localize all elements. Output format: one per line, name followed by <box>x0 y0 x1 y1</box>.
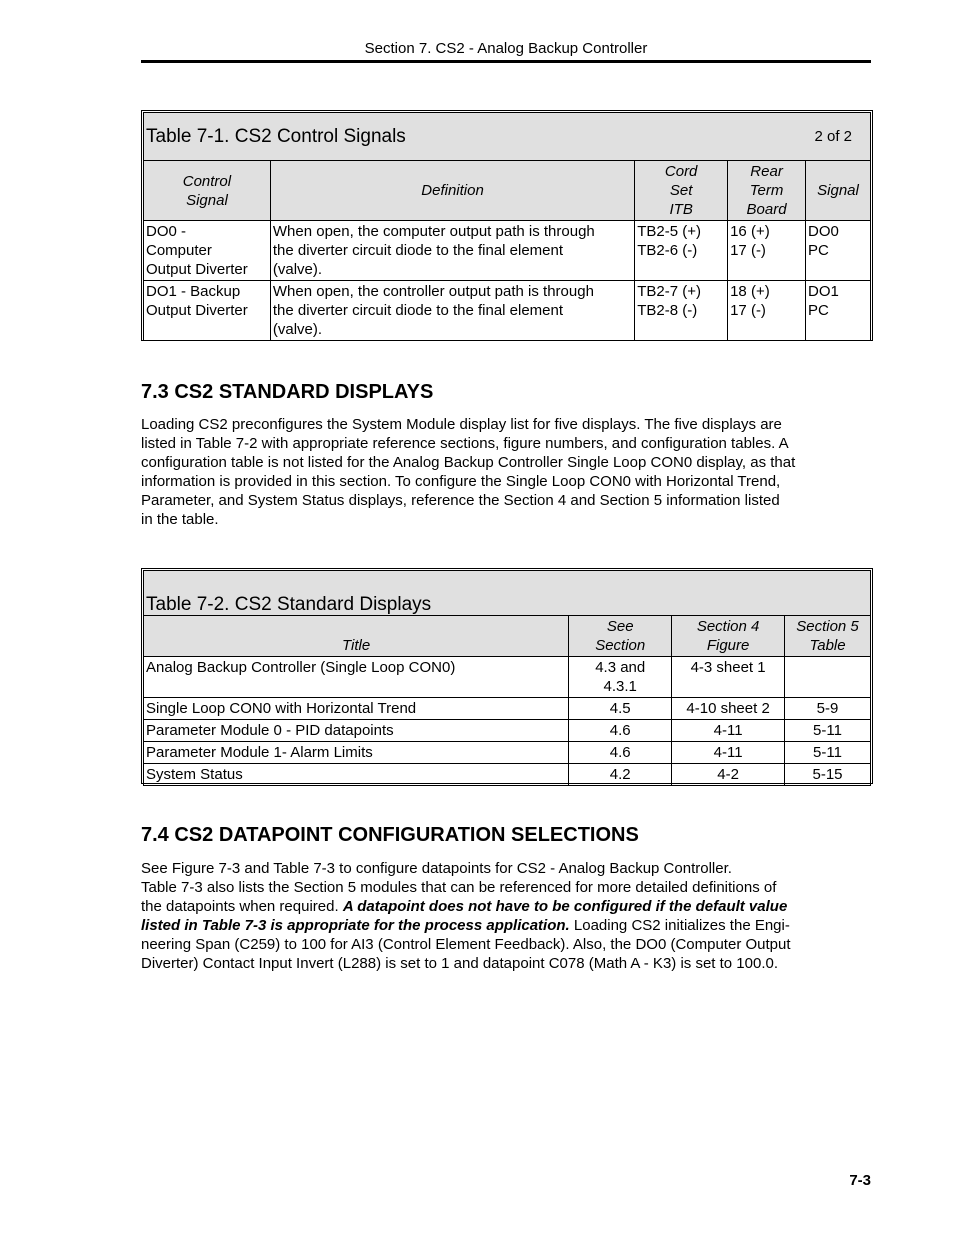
cell-signal: DO1 PC <box>806 281 871 341</box>
cell-title: Analog Backup Controller (Single Loop CON0) <box>144 657 569 698</box>
cell-control-signal: DO0 - Computer Output Diverter <box>144 221 271 281</box>
cell-title: Parameter Module 1- Alarm Limits <box>144 742 569 764</box>
table-7-2 <box>143 570 871 786</box>
cell-cord-set-itb: TB2-5 (+) TB2-6 (-) <box>635 221 728 281</box>
cell-rear-term-board: 18 (+) 17 (-) <box>728 281 806 341</box>
emphasis-text: listed in Table 7-3 is appropriate for the process application. <box>141 917 570 934</box>
cell-section5-table: 5-11 <box>785 720 871 742</box>
table-caption <box>144 113 871 161</box>
table-row <box>144 698 871 720</box>
section-heading-7-3: 7.3 CS2 STANDARD DISPLAYS <box>141 381 434 403</box>
cell-see-section: 4.3 and 4.3.1 <box>569 657 672 698</box>
cell-title: System Status <box>144 764 569 786</box>
cell-section5-table: 5-11 <box>785 742 871 764</box>
cell-title: Parameter Module 0 - PID datapoints <box>144 720 569 742</box>
emphasis-text: A datapoint does not have to be configured if the default value <box>342 898 788 915</box>
cell-section5-table: 5-15 <box>785 764 871 786</box>
table-title: Table 7-1. CS2 Control Signals <box>146 126 406 147</box>
cell-section4-figure: 4-2 <box>672 764 785 786</box>
cell-section4-figure: 4-11 <box>672 742 785 764</box>
cell-see-section: 4.5 <box>569 698 672 720</box>
page-note: 2 of 2 <box>814 128 852 145</box>
col-header-section5-table: Section 5 Table <box>785 616 871 657</box>
cell-signal: DO0 PC <box>806 221 871 281</box>
col-header-control-signal: Control Signal <box>144 161 271 221</box>
cell-see-section: 4.6 <box>569 742 672 764</box>
table-row <box>144 720 871 742</box>
cell-section5-table: 5-9 <box>785 698 871 720</box>
col-header-rear-term-board: Rear Term Board <box>728 161 806 221</box>
cell-title: Single Loop CON0 with Horizontal Trend <box>144 698 569 720</box>
table-row <box>144 764 871 786</box>
table-row <box>144 281 871 341</box>
cell-see-section: 4.6 <box>569 720 672 742</box>
cell-definition: When open, the controller output path is through the diverter circuit diode to the final element (valve). <box>270 281 634 341</box>
col-header-title: Title <box>144 616 569 657</box>
section-7-3-paragraph: Loading CS2 preconfigures the System Module display list for five displays. The five displays are listed in Table 7-2 with appropriate reference sections, figure numbers, and configuration tables. A configuration table is not listed for the Analog Backup Controller Single Loop CON0 display, as that information is provided in this section. To configure the Single Loop CON0 with Horizontal Trend, Parameter, and System Status displays, reference the Section 4 and Section 5 information listed in the table. <box>141 416 796 528</box>
cell-rear-term-board: 16 (+) 17 (-) <box>728 221 806 281</box>
cell-see-section: 4.2 <box>569 764 672 786</box>
cell-section4-figure: 4-11 <box>672 720 785 742</box>
table-caption <box>144 571 871 616</box>
cell-section4-figure: 4-3 sheet 1 <box>672 657 785 698</box>
table-title: Table 7-2. CS2 Standard Displays <box>146 594 432 615</box>
page-header: Section 7. CS2 - Analog Backup Controller <box>364 40 648 57</box>
section-heading-7-4: 7.4 CS2 DATAPOINT CONFIGURATION SELECTIONS <box>141 824 639 846</box>
table-row <box>144 221 871 281</box>
header-rule <box>141 60 871 63</box>
col-header-signal: Signal <box>806 161 871 221</box>
table-row <box>144 657 871 698</box>
page-number: 7-3 <box>849 1172 871 1189</box>
cell-section5-table <box>785 657 871 698</box>
col-header-see-section: See Section <box>569 616 672 657</box>
cell-cord-set-itb: TB2-7 (+) TB2-8 (-) <box>635 281 728 341</box>
cell-definition: When open, the computer output path is through the diverter circuit diode to the final element (valve). <box>270 221 634 281</box>
col-header-definition: Definition <box>270 161 634 221</box>
col-header-section4-figure: Section 4 Figure <box>672 616 785 657</box>
cell-control-signal: DO1 - Backup Output Diverter <box>144 281 271 341</box>
section-7-4-paragraph: See Figure 7-3 and Table 7-3 to configure datapoints for CS2 - Analog Backup Controller. Table 7-3 also lists the Section 5 modules that can be referenced for more detailed definitions of the datapoints when required. A datapoint does not have to be configured if the default value listed in Table 7-3 is appropriate for the process application. Loading CS2 initializes the Engi- neering Span (C259) to 100 for AI3 (Control Element Feedback). Also, the DO0 (Computer Output Diverter) Contact Input Invert (L288) is set to 1 and datapoint C078 (Math A - K3) is set to 100.0. <box>141 860 791 972</box>
table-7-1 <box>143 112 871 341</box>
table-row <box>144 742 871 764</box>
cell-section4-figure: 4-10 sheet 2 <box>672 698 785 720</box>
col-header-cord-set-itb: Cord Set ITB <box>635 161 728 221</box>
